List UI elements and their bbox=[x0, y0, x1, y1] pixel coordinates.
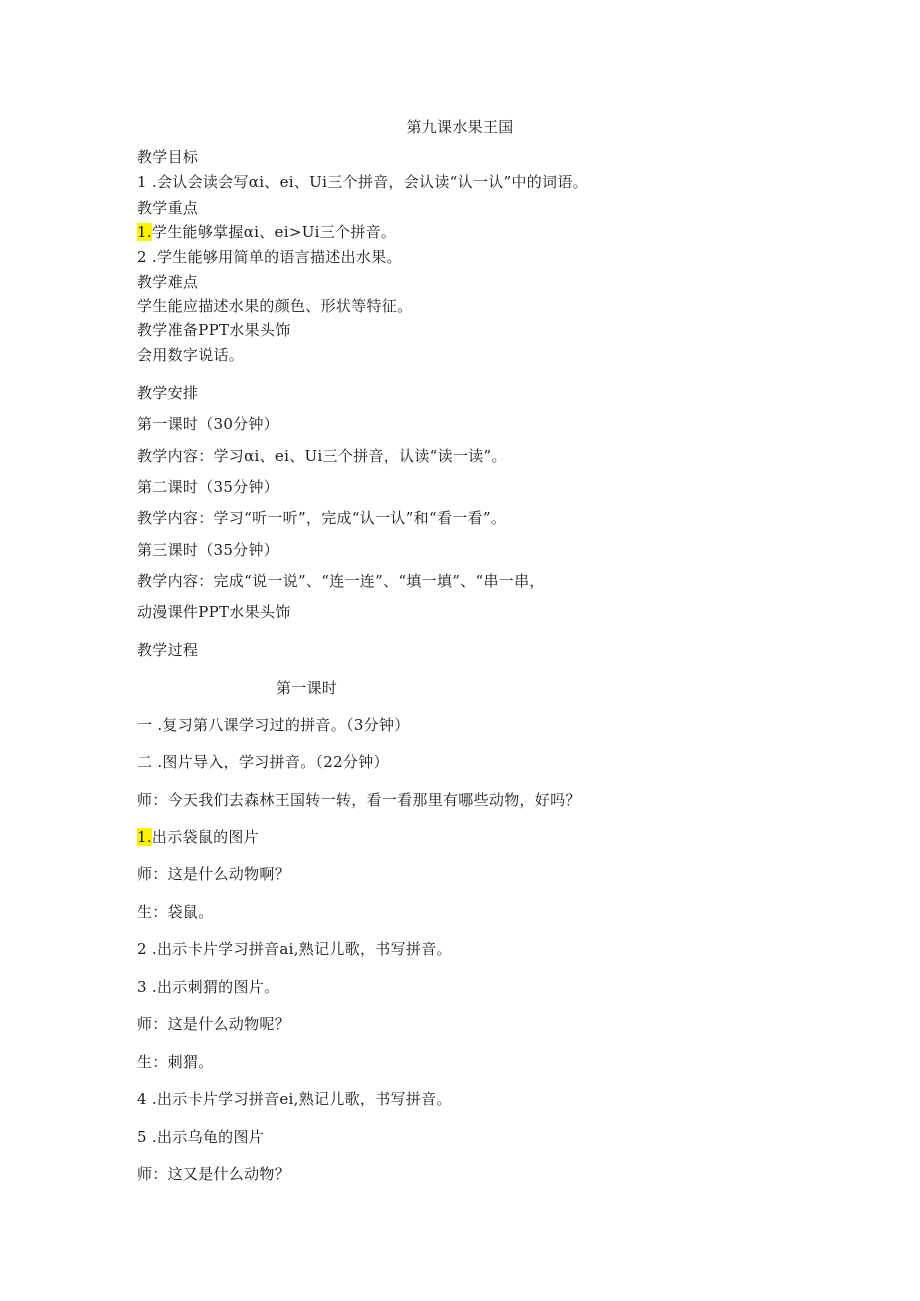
key-point-1 bbox=[137, 222, 396, 242]
lesson-1-heading: 第一课时 bbox=[276, 679, 338, 697]
key-point-1-text: 学生能够掌握αi、ei>Ui三个拼音。 bbox=[151, 223, 397, 241]
difficulty-1: 学生能应描述水果的颜色、形状等特征。 bbox=[137, 297, 413, 315]
teacher-line-4: 师：这又是什么动物？ bbox=[137, 1165, 291, 1183]
period-3: 第三课时（35分钟） bbox=[137, 541, 280, 559]
student-line-1: 生：袋鼠。 bbox=[137, 903, 214, 921]
process-heading: 教学过程 bbox=[137, 641, 199, 659]
item-1 bbox=[137, 827, 259, 847]
period-3-content: 教学内容：完成“说一说”、“连一连”、“填一填”、“串一串， bbox=[137, 572, 545, 590]
teacher-line-3: 师：这是什么动物呢？ bbox=[137, 1015, 291, 1033]
key-points-heading: 教学重点 bbox=[137, 199, 199, 217]
arrangement-heading: 教学安排 bbox=[137, 384, 199, 402]
highlight-number: 1. bbox=[137, 223, 152, 241]
step-1: 一 .复习第八课学习过的拼音。（3分钟） bbox=[137, 716, 410, 734]
teacher-line-2: 师：这是什么动物啊？ bbox=[137, 865, 291, 883]
highlight-number: 1. bbox=[137, 828, 152, 846]
period-2: 第二课时（35分钟） bbox=[137, 478, 280, 496]
item-2: 2 .出示卡片学习拼音ai,熟记儿歌，书写拼音。 bbox=[137, 940, 452, 958]
teacher-line-1: 师：今天我们去森林王国转一转，看一看那里有哪些动物，好吗？ bbox=[137, 791, 581, 809]
period-3-materials: 动漫课件PPT水果头饰 bbox=[137, 603, 291, 621]
period-1: 第一课时（30分钟） bbox=[137, 415, 280, 433]
item-4: 4 .出示卡片学习拼音ei,熟记儿歌，书写拼音。 bbox=[137, 1090, 452, 1108]
objectives-heading: 教学目标 bbox=[137, 148, 199, 166]
preparation-note: 会用数字说话。 bbox=[137, 346, 245, 364]
objective-1: 1 .会认会读会写αi、ei、Ui三个拼音，会认读“认一认”中的词语。 bbox=[137, 173, 588, 191]
item-1-text: 出示袋鼠的图片 bbox=[151, 828, 260, 846]
difficulty-heading: 教学难点 bbox=[137, 273, 199, 291]
preparation: 教学准备PPT水果头饰 bbox=[137, 321, 291, 339]
student-line-2: 生：刺猬。 bbox=[137, 1053, 214, 1071]
period-1-content: 教学内容：学习αi、ei、Ui三个拼音，认读“读一读”。 bbox=[137, 447, 507, 465]
key-point-2: 2 .学生能够用简单的语言描述出水果。 bbox=[137, 248, 402, 266]
lesson-title: 第九课水果王国 bbox=[406, 118, 514, 136]
item-5: 5 .出示乌龟的图片 bbox=[137, 1128, 265, 1146]
period-2-content: 教学内容：学习“听一听”，完成“认一认”和“看一看”。 bbox=[137, 509, 507, 527]
step-2: 二 .图片导入，学习拼音。（22分钟） bbox=[137, 753, 389, 771]
item-3: 3 .出示刺猬的图片。 bbox=[137, 978, 280, 996]
